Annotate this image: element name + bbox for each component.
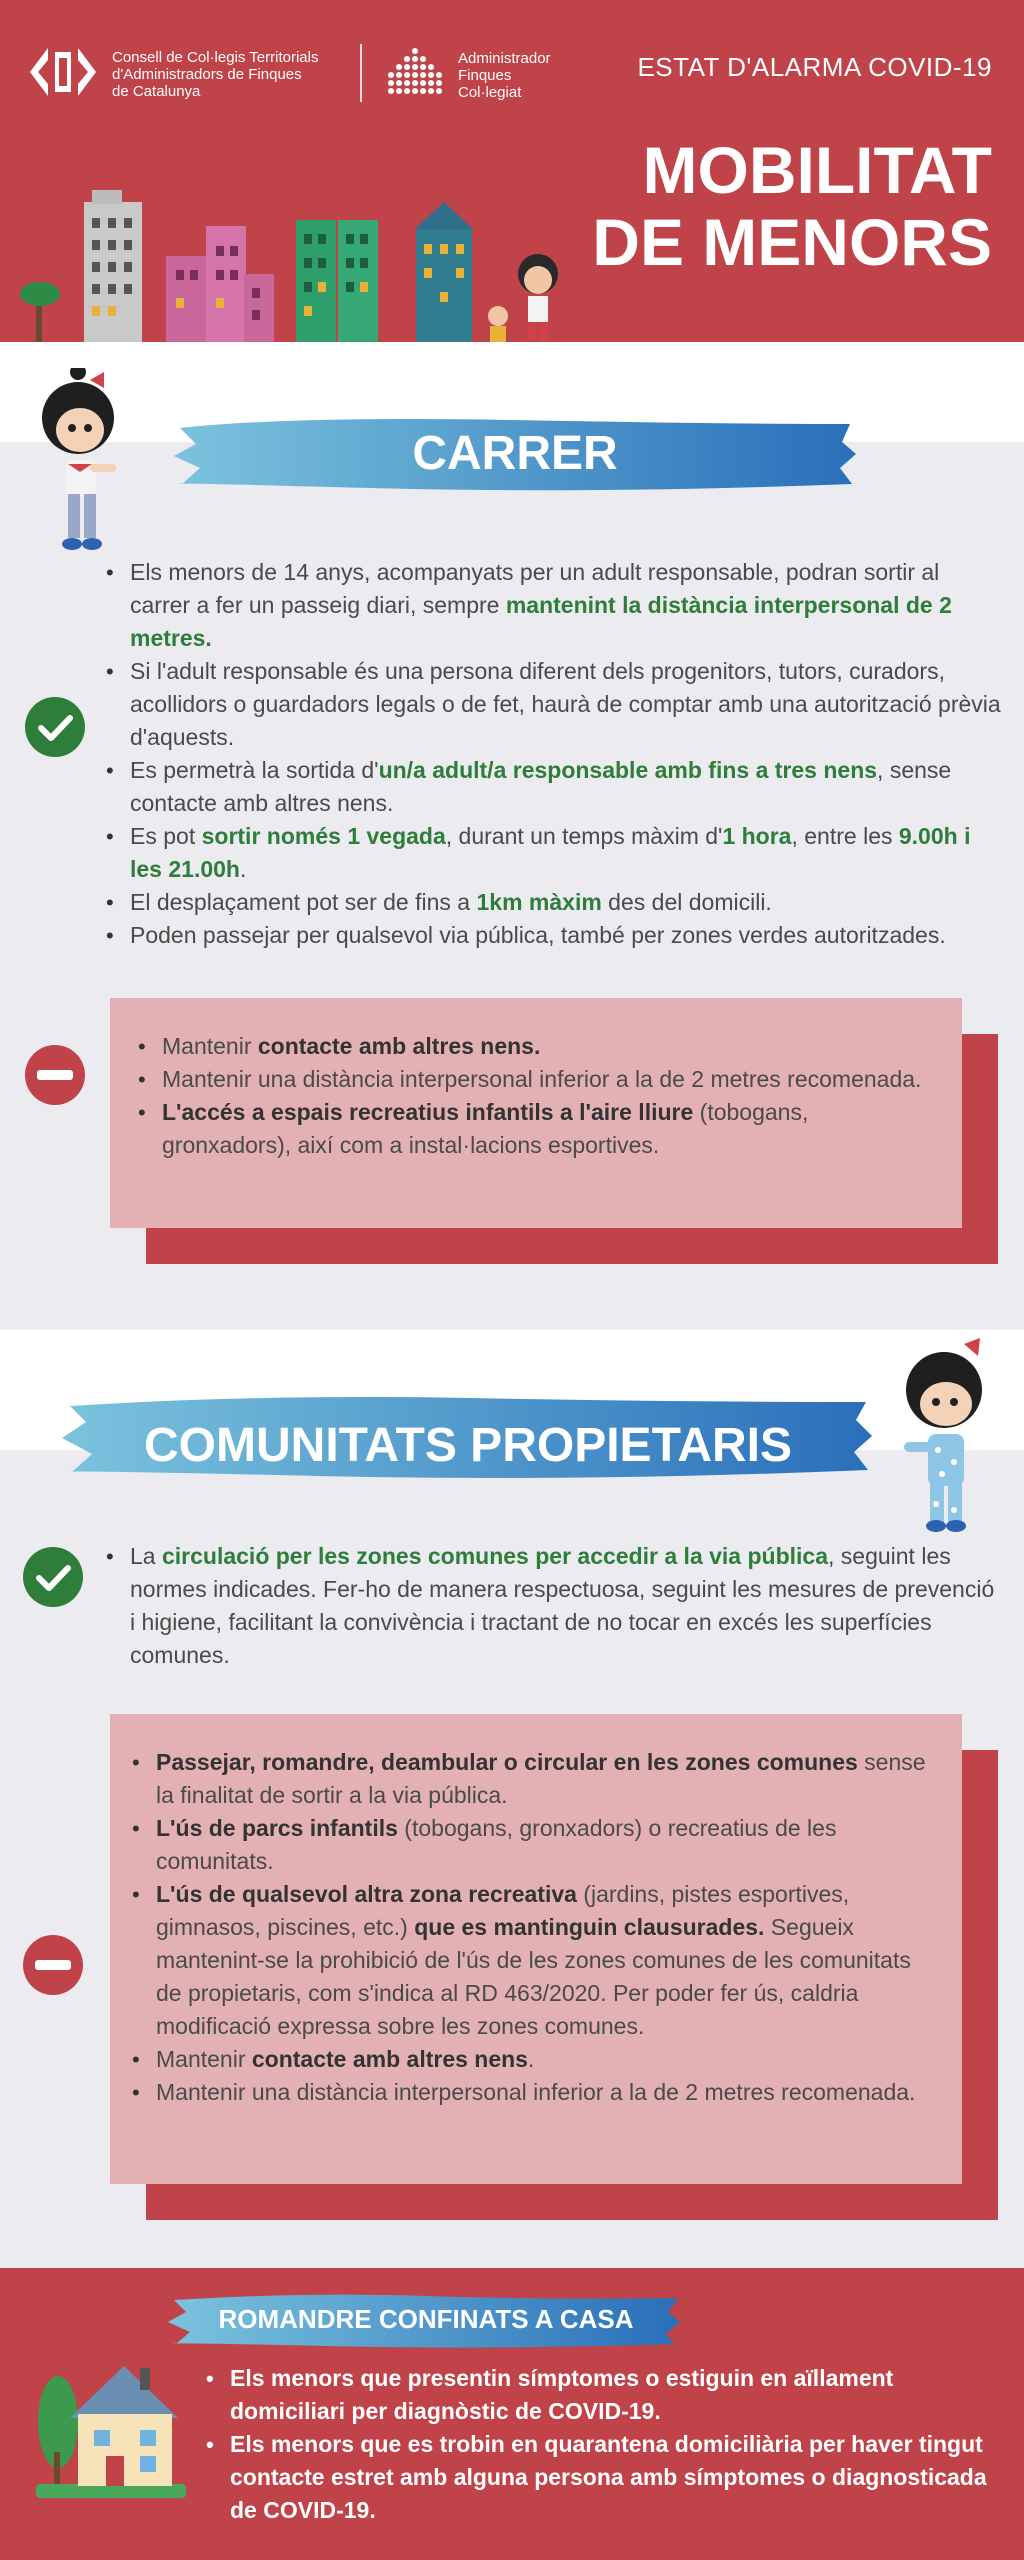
footer-list: [202, 2362, 992, 2527]
list-item: • Mantenir una distància interpersonal inferior a la de 2 metres recomenada.: [128, 2076, 940, 2109]
admin-name-line: Col·legiat: [458, 84, 522, 101]
list-item: • L'ús de qualsevol altra zona recreativa (jardins, pistes esportives, gimnasos, piscines, etc.) que es mantinguin clausurades. Segueix mantenint-se la prohibició de l'ús de les zones comunes de les comunitats de propietaris, com s'indica al RD 463/2020. Per poder fer ús, caldria modificació expressa sobre les zones comunes.: [128, 1878, 940, 2043]
house-icon: [36, 2352, 186, 2498]
girl-character-illustration: [28, 368, 138, 558]
comunitats-allowed-list: [102, 1540, 1002, 1672]
logo-divider: [360, 44, 362, 102]
admin-name: [458, 50, 551, 101]
footer-title: ROMANDRE CONFINATS A CASA: [218, 2304, 634, 2334]
check-icon: [22, 1546, 84, 1608]
no-entry-icon: [22, 1934, 84, 1996]
administrador-logo-icon: [384, 46, 446, 102]
list-item: • Els menors de 14 anys, acompanyats per un adult responsable, podran sortir al carrer a fer un passeig diari, sempre mantenint la distància interpersonal de 2 metres.: [102, 556, 1002, 655]
comunitats-forbidden-list: [128, 1746, 940, 2109]
list-item: • Els menors que presentin símptomes o estiguin en aïllament domiciliari per diagnòstic de COVID-19.: [202, 2362, 992, 2428]
list-item: • L'accés a espais recreatius infantils a l'aire lliure (tobogans, gronxadors), així com a instal·lacions esportives.: [134, 1096, 934, 1162]
admin-name-line: Administrador: [458, 50, 551, 67]
list-item: • Mantenir contacte amb altres nens.: [128, 2043, 940, 2076]
list-item: • Passejar, romandre, deambular o circular en les zones comunes sense la finalitat de sortir a la via pública.: [128, 1746, 940, 1812]
list-item: • L'ús de parcs infantils (tobogans, gronxadors) o recreatius de les comunitats.: [128, 1812, 940, 1878]
list-item: • El desplaçament pot ser de fins a 1km màxim des del domicili.: [102, 886, 1002, 919]
org-name-line: Consell de Col·legis Territorials: [112, 49, 319, 66]
list-item: • Mantenir contacte amb altres nens.: [134, 1030, 934, 1063]
list-item: • Es permetrà la sortida d'un/a adult/a responsable amb fins a tres nens, sense contacte amb altres nens.: [102, 754, 1002, 820]
org-name-line: d'Administradors de Finques: [112, 66, 302, 83]
list-item: • Es pot sortir només 1 vegada, durant un temps màxim d'1 hora, entre les 9.00h i les 21.00h.: [102, 820, 1002, 886]
carrer-forbidden-list: [134, 1030, 934, 1162]
admin-name-line: Finques: [458, 67, 512, 84]
list-item: • La circulació per les zones comunes per accedir a la via pública, seguint les normes indicades. Fer-ho de manera respectuosa, seguint les mesures de prevenció i higiene, facilitant la convivència i tractant de no tocar en excés les superfícies comunes.: [102, 1540, 1002, 1672]
comunitats-title: COMUNITATS PROPIETARIS: [144, 1419, 792, 1472]
girl-pyjamas-illustration: [884, 1338, 1004, 1538]
org-name-line: de Catalunya: [112, 83, 201, 100]
page-title: [592, 134, 992, 278]
page-title-line: MOBILITAT: [642, 133, 992, 207]
carrer-title: CARRER: [412, 427, 618, 480]
list-item: • Poden passejar per qualsevol via pública, també per zones verdes autoritzades.: [102, 919, 1002, 952]
check-icon: [24, 696, 86, 758]
carrer-allowed-list: [102, 556, 1002, 952]
list-item: • Els menors que es trobin en quarantena domiciliària per haver tingut contacte estret amb alguna persona amb símptomes o diagnosticada de COVID-19.: [202, 2428, 992, 2527]
consell-logo-icon: [22, 40, 104, 104]
list-item: • Mantenir una distància interpersonal inferior a la de 2 metres recomenada.: [134, 1063, 934, 1096]
list-item: • Si l'adult responsable és una persona diferent dels progenitors, tutors, curadors, acollidors o guardadors legals o de fet, haurà de comptar amb una autorització prèvia d'aquests.: [102, 655, 1002, 754]
city-buildings-illustration: [20, 190, 590, 342]
org-name: [112, 49, 318, 100]
alarm-label: ESTAT D'ALARMA COVID-19: [637, 52, 992, 82]
no-entry-icon: [24, 1044, 86, 1106]
page-title-line: DE MENORS: [592, 205, 992, 279]
